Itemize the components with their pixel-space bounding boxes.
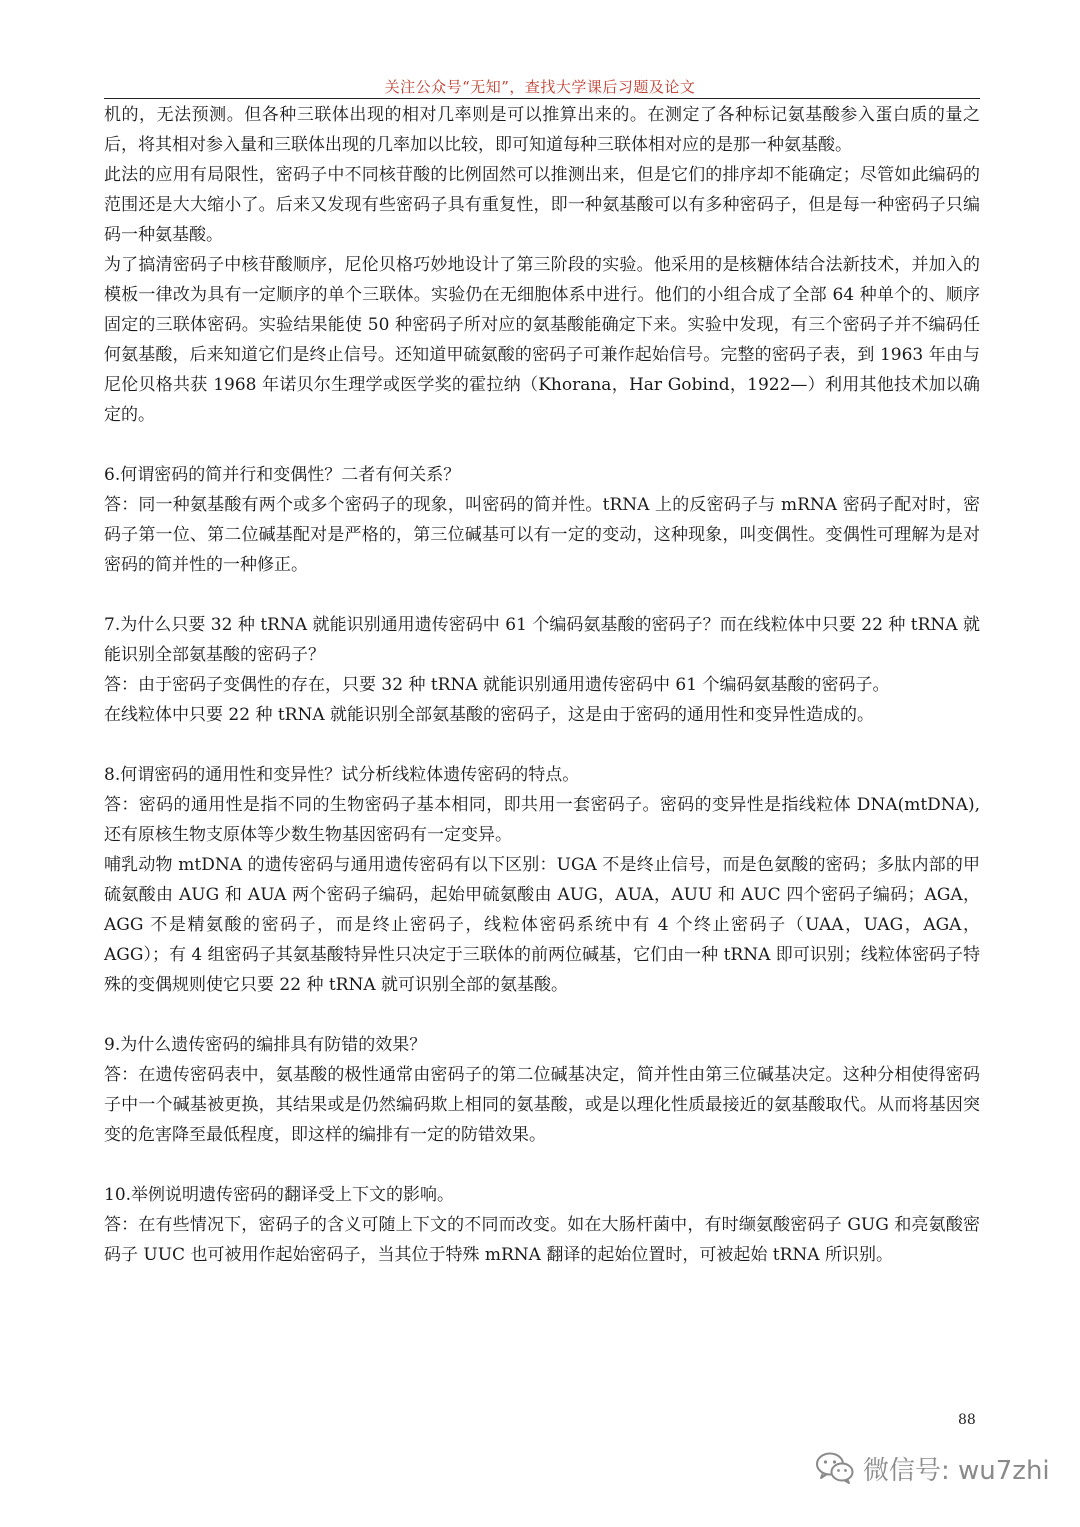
answer-paragraph: 在线粒体中只要 22 种 tRNA 就能识别全部氨基酸的密码子，这是由于密码的通用性和变异性造成的。 [104,705,875,725]
paragraph: 机的，无法预测。但各种三联体出现的相对几率则是可以推算出来的。在测定了各种标记氨基酸参入蛋白质的量之后，将其相对参入量和三联体出现的几率加以比较，即可知道每种三联体相对应的是那一种氨基酸。 [104,105,980,155]
paragraph: 为了搞清密码子中核苷酸顺序，尼伦贝格巧妙地设计了第三阶段的实验。他采用的是核糖体结合法新技术，并加入的模板一律改为具有一定顺序的单个三联体。实验仍在无细胞体系中进行。他们的小组合成了全部 64 种单个的、顺序固定的三联体密码。实验结果能使 50 种密码子所对应的氨基酸能确定下来。实验中发现，有三个密码子并不编码任何氨基酸，后来知道它们是终止信号。还知道甲硫氨酸的密码子可兼作起始信号。完整的密码子表，到 1963 年由与尼伦贝格共获 1968 年诺贝尔生理学或医学奖的霍拉纳（Khorana，Har Gobind，1922—）利用其他技术加以确定的。 [104,255,980,425]
question-heading: 8.何谓密码的通用性和变异性？试分析线粒体遗传密码的特点。 [104,765,580,785]
document-body [104,100,980,1270]
answer-paragraph: 答：在有些情况下，密码子的含义可随上下文的不同而改变。如在大肠杆菌中，有时缬氨酸密码子 GUG 和亮氨酸密码子 UUC 也可被用作起始密码子，当其位于特殊 mRNA 翻译的起始位置时，可被起始 tRNA 所识别。 [104,1215,980,1265]
answer-paragraph: 答：同一种氨基酸有两个或多个密码子的现象，叫密码的简并性。tRNA 上的反密码子与 mRNA 密码子配对时，密码子第一位、第二位碱基配对是严格的，第三位碱基可以有一定的变动，这种现象，叫变偶性。变偶性可理解为是对密码的简并性的一种修正。 [104,495,980,575]
wechat-watermark [815,1448,1050,1488]
header-divider [104,98,980,99]
answer-paragraph: 哺乳动物 mtDNA 的遗传密码与通用遗传密码有以下区别：UGA 不是终止信号，而是色氨酸的密码；多肽内部的甲硫氨酸由 AUG 和 AUA 两个密码子编码，起始甲硫氨酸由 AUG，AUA，AUU 和 AUC 四个密码子编码；AGA，AGG 不是精氨酸的密码子，而是终止密码子，线粒体密码系统中有 4 个终止密码子（UAA，UAG，AGA，AGG）；有 4 组密码子其氨基酸特异性只决定于三联体的前两位碱基，它们由一种 tRNA 即可识别；线粒体密码子特殊的变偶规则使它只要 22 种 tRNA 就可识别全部的氨基酸。 [104,855,980,995]
question-heading: 9.为什么遗传密码的编排具有防错的效果？ [104,1035,427,1055]
question-heading: 7.为什么只要 32 种 tRNA 就能识别通用遗传密码中 61 个编码氨基酸的密码子？而在线粒体中只要 22 种 tRNA 就能识别全部氨基酸的密码子？ [104,615,980,665]
paragraph-gap [104,430,980,460]
answer-paragraph: 答：密码的通用性是指不同的生物密码子基本相同，即共用一套密码子。密码的变异性是指线粒体 DNA(mtDNA),还有原核生物支原体等少数生物基因密码有一定变异。 [104,795,980,845]
watermark-text: 微信号: wu7zhi [863,1455,1050,1486]
page-header: 关注公众号“无知”，查找大学课后习题及论文 [384,78,696,96]
paragraph-gap [104,1000,980,1030]
answer-paragraph: 答：在遗传密码表中，氨基酸的极性通常由密码子的第二位碱基决定，简并性由第三位碱基决定。这种分相使得密码子中一个碱基被更换，其结果或是仍然编码欺上相同的氨基酸，或是以理化性质最接近的氨基酸取代。从而将基因突变的危害降至最低程度，即这样的编排有一定的防错效果。 [104,1065,980,1145]
paragraph-gap [104,580,980,610]
question-heading: 6.何谓密码的简并行和变偶性？二者有何关系？ [104,465,461,485]
question-heading: 10.举例说明遗传密码的翻译受上下文的影响。 [104,1185,455,1205]
answer-paragraph: 答：由于密码子变偶性的存在，只要 32 种 tRNA 就能识别通用遗传密码中 61 个编码氨基酸的密码子。 [104,675,890,695]
page-number: 88 [958,1412,976,1428]
paragraph-gap [104,1150,980,1180]
paragraph: 此法的应用有局限性，密码子中不同核苷酸的比例固然可以推测出来，但是它们的排序却不能确定；尽管如此编码的范围还是大大缩小了。后来又发现有些密码子具有重复性，即一种氨基酸可以有多种密码子，但是每一种密码子只编码一种氨基酸。 [104,165,980,245]
paragraph-gap [104,730,980,760]
wechat-icon [815,1451,855,1485]
